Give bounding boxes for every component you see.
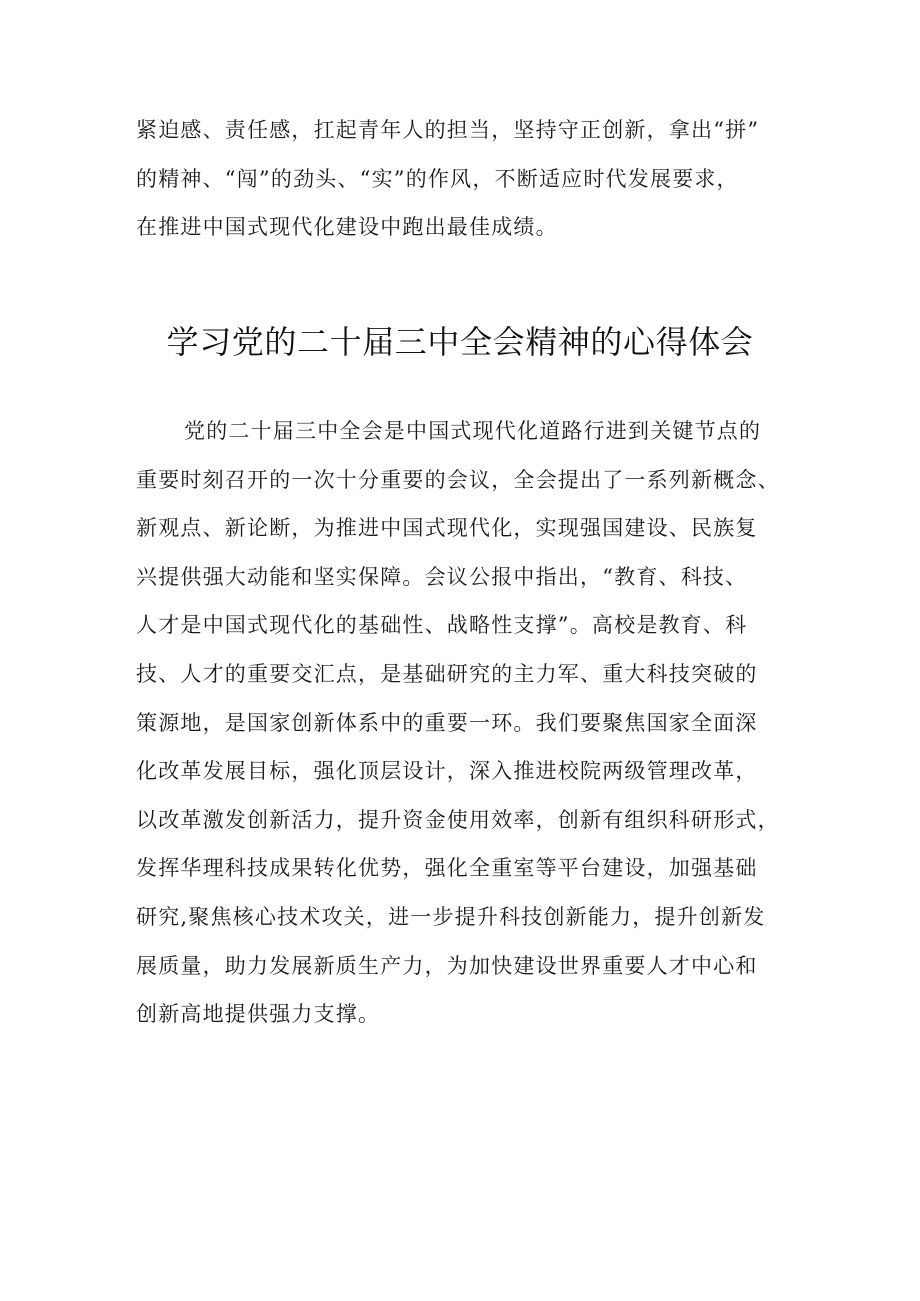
- continued-paragraph: [136, 106, 792, 252]
- paragraph-line: 研究,聚焦核心技术攻关，进一步提升科技创新能力，提升创新发: [136, 904, 766, 929]
- paragraph-line: 展质量，助力发展新质生产力，为加快建设世界重要人才中心和: [136, 953, 758, 978]
- paragraph-line: 的精神、“闯”的劲头、“实”的作风，不断适应时代发展要求，: [136, 166, 739, 191]
- paragraph-line: 发挥华理科技成果转化优势，强化全重室等平台建设，加强基础: [136, 856, 758, 881]
- paragraph-line: 党的二十届三中全会是中国式现代化道路行进到关键节点的: [184, 419, 762, 443]
- paragraph-line: 人才是中国式现代化的基础性、战略性支撑”。高校是教育、科: [136, 613, 748, 638]
- paragraph-line: 在推进中国式现代化建设中跑出最佳成绩。: [136, 215, 558, 240]
- essay-title: 学习党的二十届三中全会精神的心得体会: [166, 323, 754, 361]
- paragraph-line: 技、人才的重要交汇点，是基础研究的主力军、重大科技突破的: [136, 661, 758, 686]
- essay-paragraph: [136, 407, 792, 1039]
- paragraph-line: 化改革发展目标，强化顶层设计，深入推进校院两级管理改革，: [136, 759, 758, 784]
- paragraph-line: 紧迫感、责任感，扛起青年人的担当，坚持守正创新，拿出“拼”: [136, 118, 760, 142]
- paragraph-line: 创新高地提供强力支撑。: [136, 1002, 381, 1027]
- paragraph-line: 以改革激发创新活力，提升资金使用效率，创新有组织科研形式，: [136, 807, 780, 832]
- paragraph-line: 新观点、新论断，为推进中国式现代化，实现强国建设、民族复: [136, 516, 758, 541]
- paragraph-line: 重要时刻召开的一次十分重要的会议，全会提出了一系列新概念、: [136, 467, 780, 492]
- paragraph-line: 策源地，是国家创新体系中的重要一环。我们要聚焦国家全面深: [136, 710, 758, 735]
- paragraph-line: 兴提供强大动能和坚实保障。会议公报中指出，“教育、科技、: [136, 564, 748, 589]
